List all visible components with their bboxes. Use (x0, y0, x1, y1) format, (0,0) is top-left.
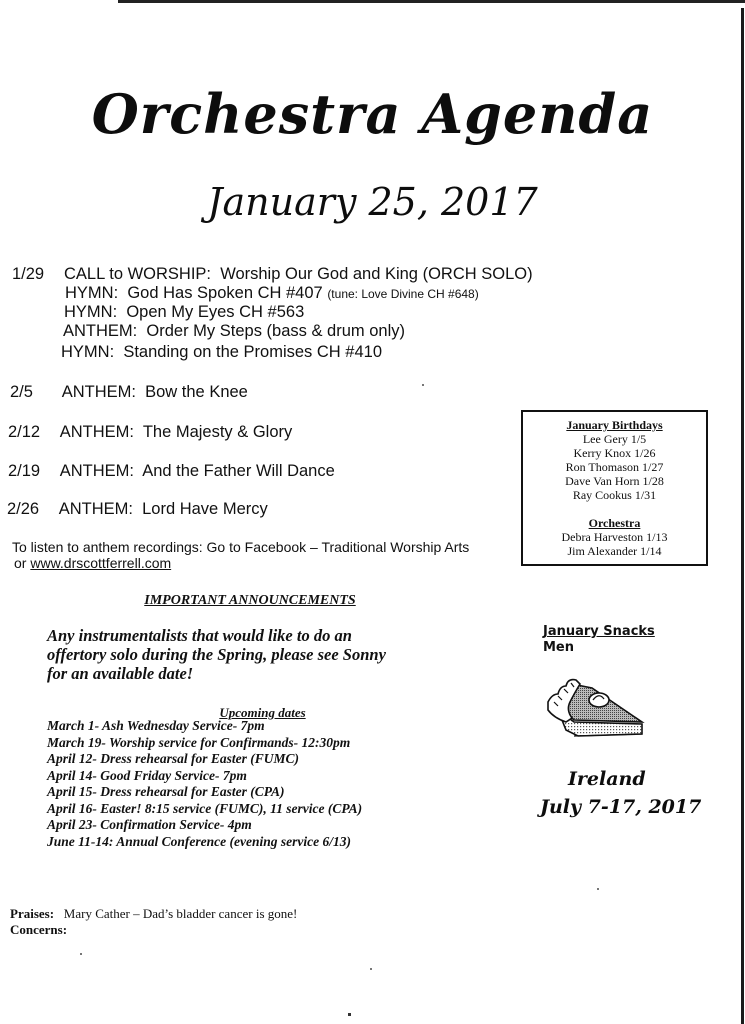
top-border-line (118, 0, 745, 3)
snacks-title: January Snacks (543, 624, 655, 639)
spacer (523, 502, 706, 516)
item-note: (tune: Love Divine CH #648) (327, 287, 479, 301)
birthday-entry: Kerry Knox 1/26 (573, 446, 656, 460)
item-label: ANTHEM: (61, 383, 136, 401)
upcoming-date-item: March 1- Ash Wednesday Service- 7pm (47, 718, 265, 733)
item-label: ANTHEM: (59, 462, 134, 480)
birthday-entry: Lee Gery 1/5 (582, 432, 647, 446)
scan-speck (80, 953, 82, 955)
upcoming-date-item: April 14- Good Friday Service- 7pm (47, 767, 247, 783)
item-text: Standing on the Promises CH #410 (123, 343, 382, 361)
agenda-item (64, 303, 304, 322)
birthday-entry: Debra Harveston 1/13 (561, 530, 668, 544)
service-date: 2/5 (10, 383, 33, 401)
website-link[interactable]: www.drscottferrell.com (30, 555, 172, 571)
service-date: 2/12 (8, 423, 41, 441)
agenda-item (65, 284, 479, 303)
item-text: The Majesty & Glory (142, 423, 293, 441)
service-row (8, 423, 292, 442)
agenda-item (64, 265, 533, 284)
scan-speck (348, 1013, 351, 1016)
upcoming-date-item: March 19- Worship service for Confirmands- 12:30pm (47, 734, 351, 750)
item-text: Lord Have Mercy (142, 500, 268, 518)
concerns-line (10, 922, 67, 938)
upcoming-date-item: April 16- Easter! 8:15 service (FUMC), 11 service (CPA) (47, 800, 363, 816)
upcoming-date-item: April 23- Confirmation Service- 4pm (47, 817, 252, 832)
item-text: Bow the Knee (145, 383, 248, 401)
upcoming-date-item: April 15- Dress rehearsal for Easter (CPA) (47, 784, 285, 799)
agenda-item (63, 322, 405, 341)
scan-speck (422, 384, 424, 386)
service-row (8, 462, 335, 481)
item-text: And the Father Will Dance (142, 462, 335, 480)
page-title: Orchestra Agenda (91, 82, 654, 146)
birthdays-box (521, 410, 708, 566)
recordings-note: To listen to anthem recordings: Go to Facebook – Traditional Worship Arts (12, 539, 470, 555)
item-text: Worship Our God and King (ORCH SOLO) (220, 265, 533, 283)
item-label: HYMN: (64, 303, 118, 321)
service-date: 2/19 (8, 462, 41, 480)
item-text: Order My Steps (bass & drum only) (146, 322, 405, 340)
praises-label: Praises: (10, 906, 55, 921)
trip-dates: July 7-17, 2017 (540, 796, 702, 818)
praises-text: Mary Cather – Dad’s bladder cancer is gone! (63, 906, 298, 921)
upcoming-date-item: June 11-14: Annual Conference (evening service 6/13) (47, 833, 351, 849)
birthday-entry: Dave Van Horn 1/28 (565, 474, 664, 488)
item-label: HYMN: (61, 343, 115, 361)
service-date: 1/29 (12, 265, 45, 283)
scan-speck (370, 968, 372, 970)
item-label: CALL to WORSHIP: (64, 265, 212, 283)
concerns-label: Concerns: (10, 922, 68, 937)
praises-line (10, 906, 297, 922)
item-label: HYMN: (65, 284, 119, 302)
orchestra-birthdays-title: Orchestra (588, 516, 641, 530)
birthday-entry: Jim Alexander 1/14 (567, 544, 662, 558)
item-text: Open My Eyes CH #563 (126, 303, 305, 321)
upcoming-dates-title: Upcoming dates (219, 705, 306, 720)
announcement-text: Any instrumentalists that would like to do an offertory solo during the Spring, please see Sonny for an available date! (47, 626, 386, 683)
service-row (7, 500, 268, 519)
item-label: ANTHEM: (58, 500, 133, 518)
recordings-link-line (14, 555, 171, 571)
scan-speck (597, 888, 599, 890)
snacks-assignee: Men (543, 640, 575, 655)
agenda-date: January 25, 2017 (207, 180, 538, 224)
item-text: God Has Spoken CH #407 (127, 284, 323, 302)
trip-destination: Ireland (568, 768, 646, 790)
birthday-entry: Ray Cookus 1/31 (572, 488, 657, 502)
birthday-entry: Ron Thomason 1/27 (565, 460, 664, 474)
item-label: ANTHEM: (59, 423, 134, 441)
agenda-item (61, 343, 382, 362)
upcoming-dates-list (47, 718, 362, 850)
service-row (10, 383, 248, 402)
or-text: or (14, 555, 31, 571)
pie-slice-icon (544, 672, 648, 738)
upcoming-date-item: April 12- Dress rehearsal for Easter (FUMC) (47, 751, 300, 766)
right-border-line (741, 8, 744, 1024)
service-date: 2/26 (7, 500, 40, 518)
announcements-title: IMPORTANT ANNOUNCEMENTS (144, 593, 356, 608)
item-label: ANTHEM: (63, 322, 138, 340)
birthdays-title: January Birthdays (566, 418, 663, 432)
